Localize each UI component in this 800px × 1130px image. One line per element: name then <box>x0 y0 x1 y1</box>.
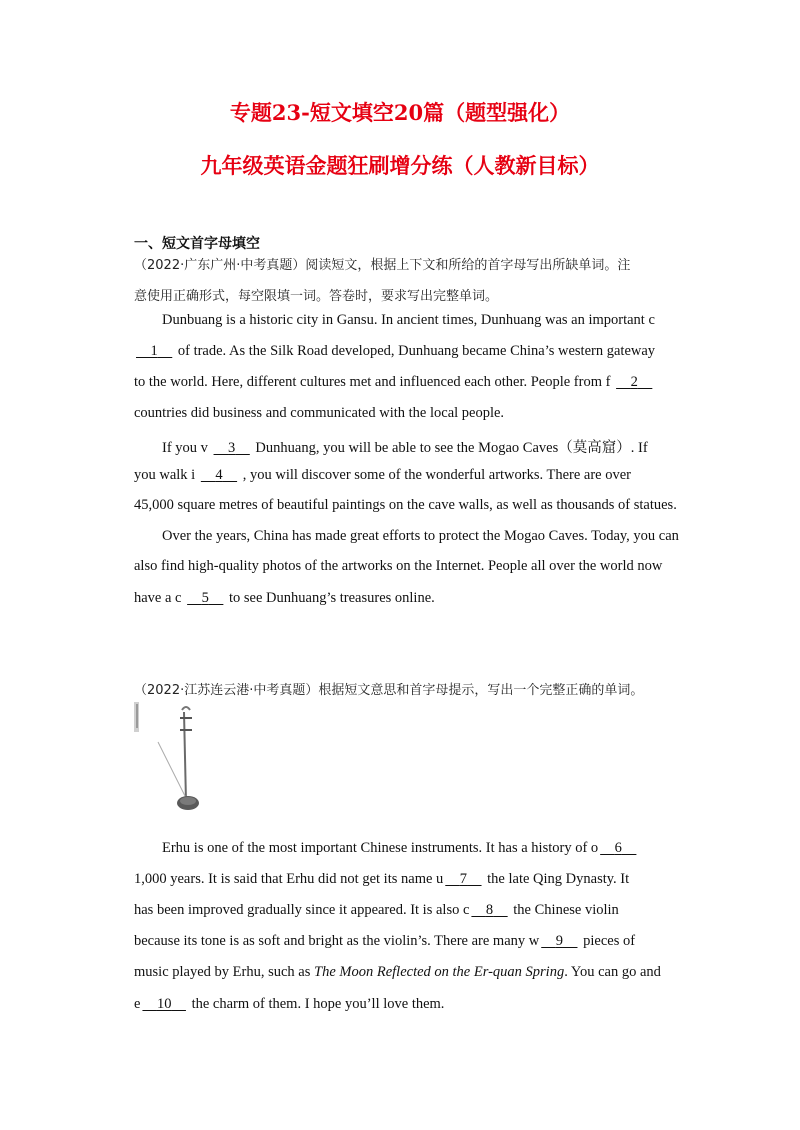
answer-blank[interactable]: 10 <box>156 996 172 1012</box>
answer-blank[interactable]: 5 <box>201 590 209 606</box>
answer-blank[interactable]: 1 <box>150 343 158 359</box>
passage-text: you walk i <box>134 467 199 483</box>
passage-text: has been improved gradually since it appeared. It is also c <box>134 902 470 918</box>
passage-line <box>134 343 655 360</box>
page-title: 专题23-短文填空20篇（题型强化） <box>229 100 571 125</box>
passage-text: to the world. Here, different cultures met and influenced each other. People from f <box>134 374 615 390</box>
passage-text: Dunhuang, you will be able to see the Mogao Caves（莫高窟）. If <box>251 440 648 456</box>
instruction-line: （2022·江苏连云港·中考真题）根据短文意思和首字母提示，写出一个完整正确的单词。 <box>134 683 644 698</box>
passage-line <box>134 871 629 888</box>
passage-text: of trade. As the Silk Road developed, Dunhuang became China’s western gateway <box>174 343 656 359</box>
passage-text: pieces of <box>579 933 636 949</box>
answer-blank[interactable]: 7 <box>459 871 468 887</box>
erhu-instrument-image <box>134 702 214 814</box>
passage-line: countries did business and communicated with the local people. <box>134 405 505 421</box>
passage-text: 1,000 years. It is said that Erhu did not get its name u <box>134 871 444 887</box>
answer-blank[interactable]: 8 <box>485 902 494 918</box>
page-subtitle: 九年级英语金题狂刷增分练（人教新目标） <box>200 153 600 178</box>
passage-text: have a c <box>134 590 186 606</box>
passage-line <box>162 840 638 857</box>
passage-line: Over the years, China has made great efforts to protect the Mogao Caves. Today, you can <box>162 528 679 544</box>
passage-line: Dunbuang is a historic city in Gansu. In ancient times, Dunhuang was an important c <box>162 312 655 328</box>
instruction-line: （2022·广东广州·中考真题）阅读短文，根据上下文和所给的首字母写出所缺单词。注 <box>134 258 631 273</box>
answer-blank[interactable]: 3 <box>228 440 236 456</box>
passage-text: Erhu is one of the most important Chinese instruments. It has a history of o <box>162 840 599 856</box>
passage-line <box>134 933 635 950</box>
passage-line: 45,000 square metres of beautiful paintings on the cave walls, as well as thousands of statues. <box>134 497 677 513</box>
passage-line <box>134 902 619 919</box>
passage-text: the charm of them. I hope you’ll love them. <box>187 996 445 1012</box>
passage-line <box>134 964 661 981</box>
passage-line <box>162 436 648 457</box>
answer-blank[interactable]: 6 <box>614 840 622 856</box>
answer-blank[interactable]: 4 <box>215 467 223 483</box>
passage-text: If you v <box>162 440 212 456</box>
passage-text: the late Qing Dynasty. It <box>483 871 630 887</box>
passage-text: music played by Erhu, such as <box>134 964 315 980</box>
passage-text: e <box>134 996 141 1012</box>
passage-text: the Chinese violin <box>509 902 619 918</box>
passage-line <box>134 590 435 607</box>
passage-text: . You can go and <box>564 964 661 980</box>
answer-blank[interactable]: 9 <box>555 933 563 949</box>
passage-line <box>134 374 654 391</box>
passage-line <box>134 996 444 1013</box>
passage-text: to see Dunhuang’s treasures online. <box>225 590 435 606</box>
song-title: The Moon Reflected on the Er-quan Spring <box>314 964 565 980</box>
passage-line: also find high-quality photos of the artworks on the Internet. People all over the world now <box>134 558 663 574</box>
passage-text: because its tone is as soft and bright as the violin’s. There are many w <box>134 933 540 949</box>
answer-blank[interactable]: 2 <box>630 374 638 390</box>
instruction-line: 意使用正确形式，每空限填一词。答卷时，要求写出完整单词。 <box>134 289 499 304</box>
passage-text: , you will discover some of the wonderful artworks. There are over <box>239 467 632 483</box>
passage-line <box>134 467 631 484</box>
section-heading: 一、短文首字母填空 <box>134 236 260 252</box>
